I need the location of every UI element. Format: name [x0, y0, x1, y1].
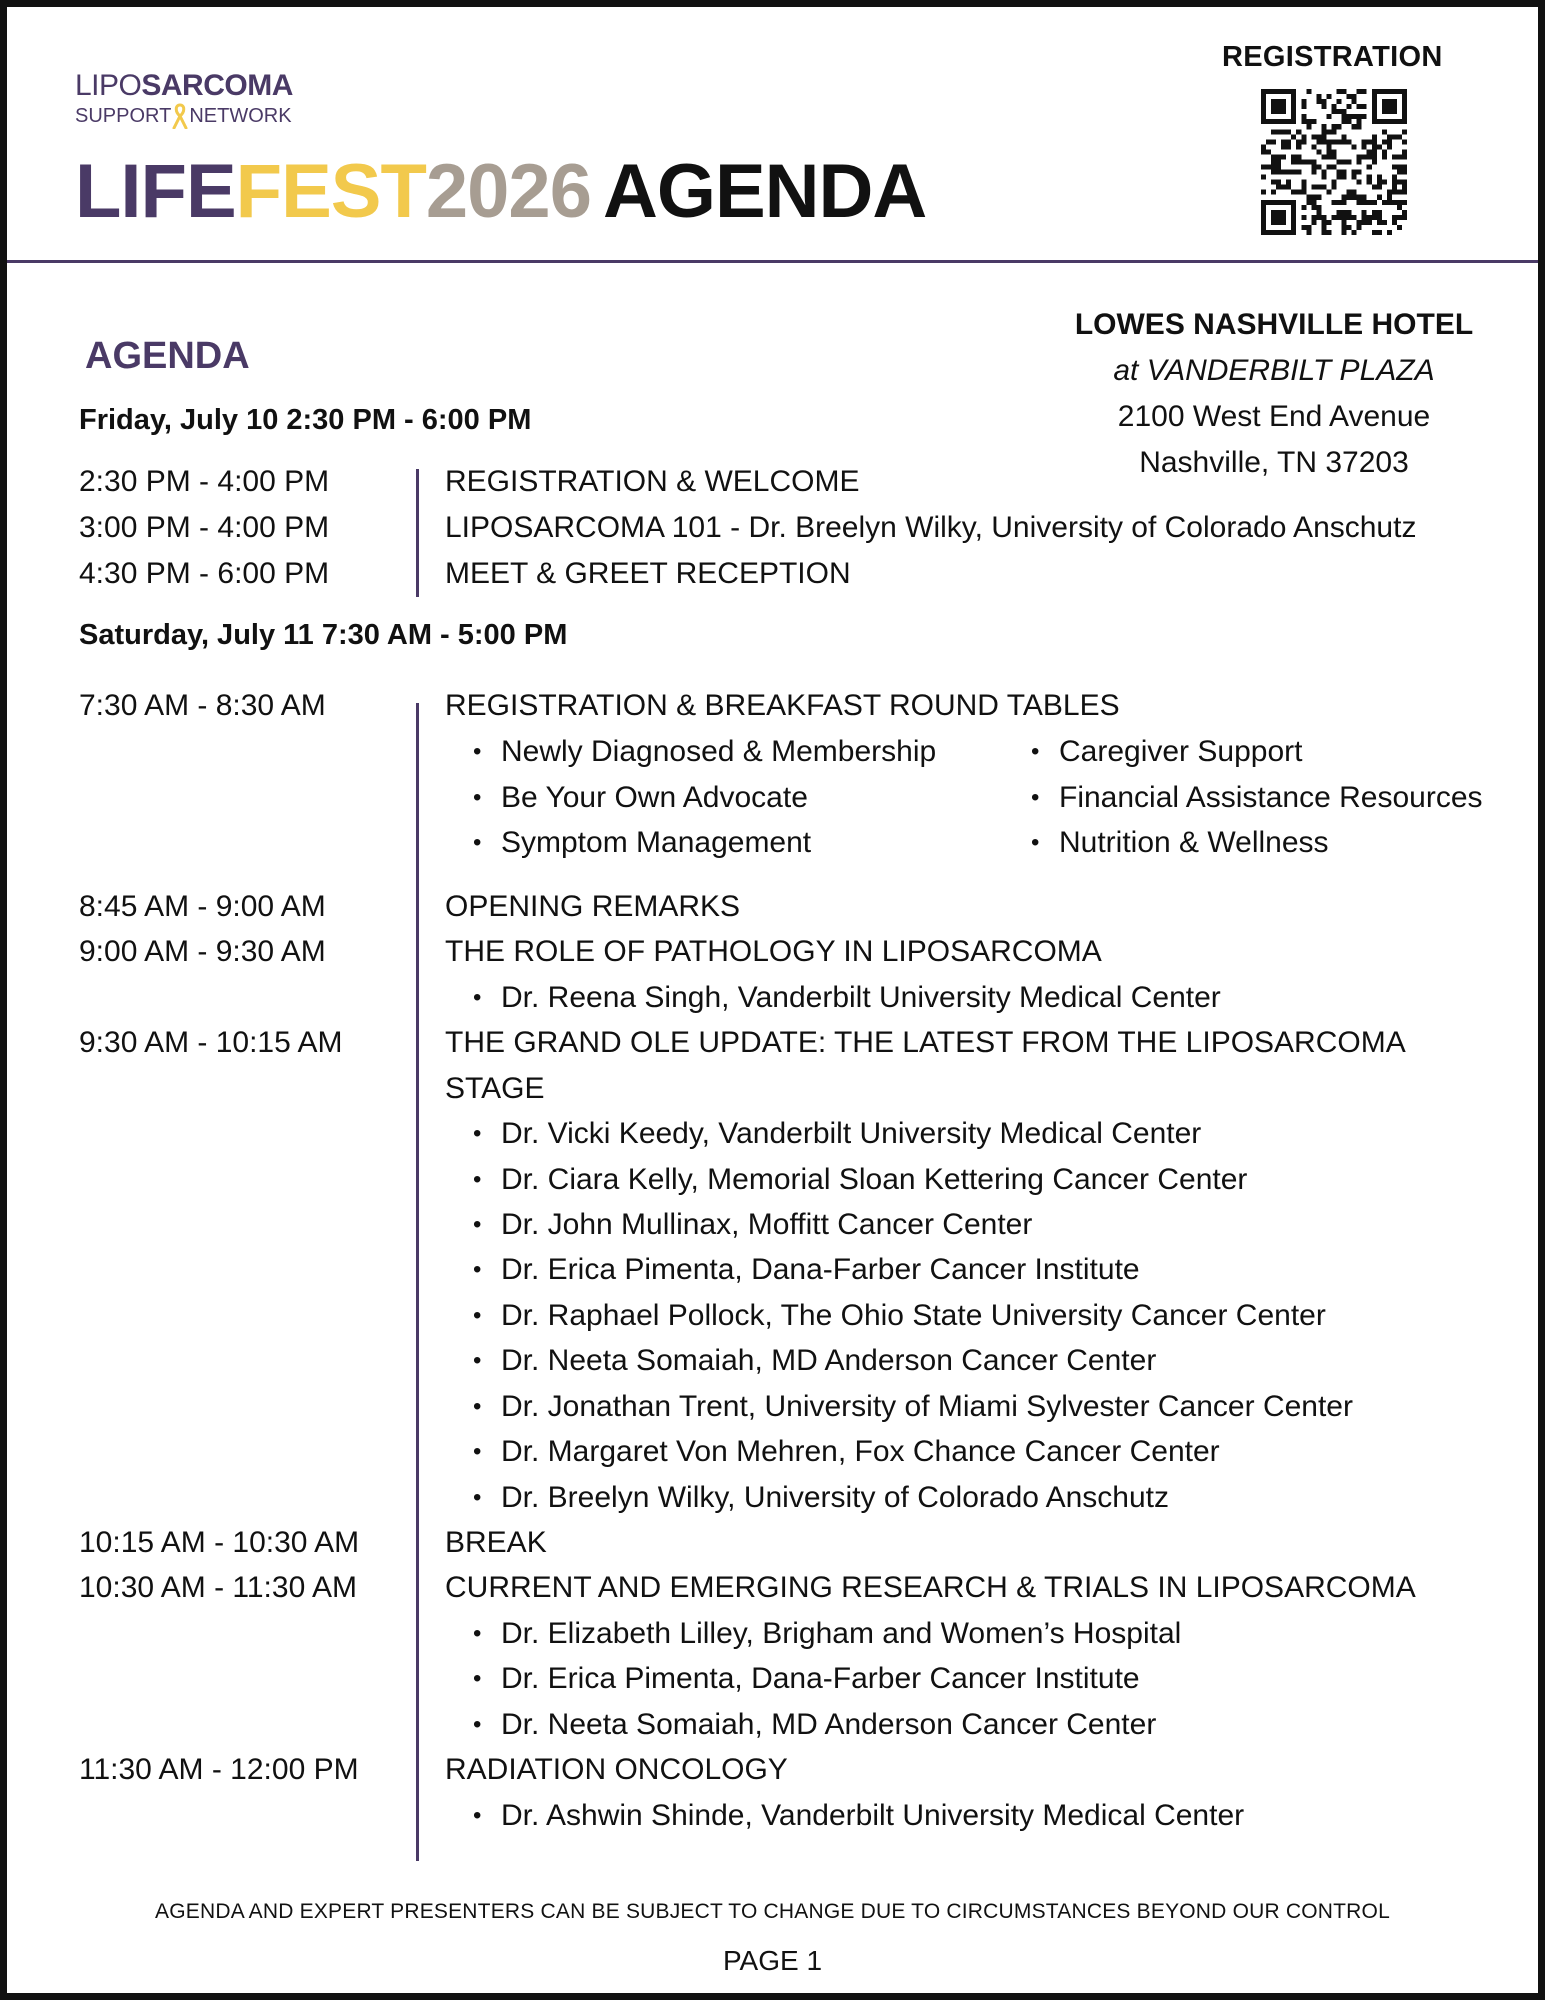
ribbon-icon [172, 103, 188, 129]
speaker-item: • Dr. Elizabeth Lilley, Brigham and Women’s Hospital [445, 1611, 1181, 1657]
speaker-item: • Dr. Erica Pimenta, Dana-Farber Cancer Institute [445, 1247, 1140, 1293]
round-table-item: • Be Your Own Advocate [445, 775, 808, 821]
session-title: MEET & GREET RECEPTION [445, 557, 851, 590]
speaker-item: • Dr. Margaret Von Mehren, Fox Chance Cancer Center [445, 1429, 1220, 1475]
session-time: 11:30 AM - 12:00 PM [79, 1753, 359, 1786]
session-title: BREAK [445, 1526, 547, 1559]
title-agenda: AGENDA [602, 149, 927, 234]
liposarcoma-logo [75, 69, 293, 129]
logo-network: NETWORK [189, 105, 292, 127]
session-title: THE ROLE OF PATHOLOGY IN LIPOSARCOMA [445, 935, 1102, 968]
agenda-heading: AGENDA [85, 335, 250, 377]
session-time: 7:30 AM - 8:30 AM [79, 689, 326, 722]
session-title: CURRENT AND EMERGING RESEARCH & TRIALS IN LIPOSARCOMA [445, 1571, 1416, 1604]
speaker-item: • Dr. Erica Pimenta, Dana-Farber Cancer Institute [445, 1656, 1140, 1702]
registration-label: REGISTRATION [1222, 41, 1443, 73]
speaker-item: • Dr. Breelyn Wilky, University of Colorado Anschutz [445, 1475, 1169, 1521]
speaker-item: • Dr. Jonathan Trent, University of Miami Sylvester Cancer Center [445, 1384, 1353, 1430]
session-title: LIPOSARCOMA 101 - Dr. Breelyn Wilky, University of Colorado Anschutz [445, 511, 1417, 544]
hotel-city: Nashville, TN 37203 [1139, 446, 1409, 479]
title-year: 2026 [425, 149, 591, 234]
round-table-item: • Nutrition & Wellness [1003, 820, 1329, 866]
session-title: REGISTRATION & WELCOME [445, 465, 860, 498]
page-title [75, 147, 926, 237]
header-divider [7, 260, 1538, 263]
speaker-item: • Dr. Reena Singh, Vanderbilt University Medical Center [445, 975, 1221, 1021]
saturday-heading: Saturday, July 11 7:30 AM - 5:00 PM [79, 619, 568, 651]
saturday-timeline-rule [416, 703, 419, 1861]
session-time: 4:30 PM - 6:00 PM [79, 557, 330, 590]
session-title: OPENING REMARKS [445, 890, 741, 923]
session-time: 9:00 AM - 9:30 AM [79, 935, 326, 968]
title-life: LIFE [75, 149, 236, 234]
speaker-item: • Dr. John Mullinax, Moffitt Cancer Center [445, 1202, 1032, 1248]
logo-sarcoma: SARCOMA [141, 69, 293, 102]
qr-code-icon[interactable] [1261, 89, 1407, 235]
session-title: THE GRAND OLE UPDATE: THE LATEST FROM THE LIPOSARCOMA [445, 1026, 1406, 1059]
session-time: 3:00 PM - 4:00 PM [79, 511, 330, 544]
friday-heading: Friday, July 10 2:30 PM - 6:00 PM [79, 404, 532, 436]
session-time: 10:30 AM - 11:30 AM [79, 1571, 357, 1604]
session-time: 9:30 AM - 10:15 AM [79, 1026, 343, 1059]
hotel-name: LOWES NASHVILLE HOTEL [1074, 308, 1474, 341]
disclaimer-note: AGENDA AND EXPERT PRESENTERS CAN BE SUBJECT TO CHANGE DUE TO CIRCUMSTANCES BEYOND OUR CONTROL [155, 1900, 1390, 1923]
round-table-item: • Financial Assistance Resources [1003, 775, 1483, 821]
hotel-street: 2100 West End Avenue [1117, 400, 1431, 433]
session-title: RADIATION ONCOLOGY [445, 1753, 788, 1786]
round-table-item: • Newly Diagnosed & Membership [445, 729, 936, 775]
logo-lipo: LIPO [75, 69, 142, 102]
speaker-item: • Dr. Neeta Somaiah, MD Anderson Cancer Center [445, 1702, 1156, 1748]
logo-wordmark [75, 69, 293, 103]
round-table-item: • Caregiver Support [1003, 729, 1302, 775]
speaker-item: • Dr. Neeta Somaiah, MD Anderson Cancer Center [445, 1338, 1156, 1384]
speaker-item: • Dr. Vicki Keedy, Vanderbilt University Medical Center [445, 1111, 1201, 1157]
session-time: 10:15 AM - 10:30 AM [79, 1526, 360, 1559]
speaker-item: • Dr. Ciara Kelly, Memorial Sloan Kettering Cancer Center [445, 1157, 1247, 1203]
speaker-item: • Dr. Ashwin Shinde, Vanderbilt University Medical Center [445, 1793, 1244, 1839]
title-fest: FEST [235, 149, 426, 234]
logo-tagline [75, 103, 293, 129]
logo-support: SUPPORT [75, 105, 172, 127]
page-number: PAGE 1 [722, 1945, 823, 1976]
hotel-plaza: at VANDERBILT PLAZA [1113, 354, 1435, 387]
session-title: REGISTRATION & BREAKFAST ROUND TABLES [445, 689, 1120, 722]
session-time: 2:30 PM - 4:00 PM [79, 465, 330, 498]
session-title-continued: STAGE [445, 1072, 545, 1105]
speaker-item: • Dr. Raphael Pollock, The Ohio State University Cancer Center [445, 1293, 1326, 1339]
venue-block [1027, 302, 1521, 486]
session-time: 8:45 AM - 9:00 AM [79, 890, 326, 923]
friday-timeline-rule [416, 469, 419, 597]
round-table-item: • Symptom Management [445, 820, 811, 866]
